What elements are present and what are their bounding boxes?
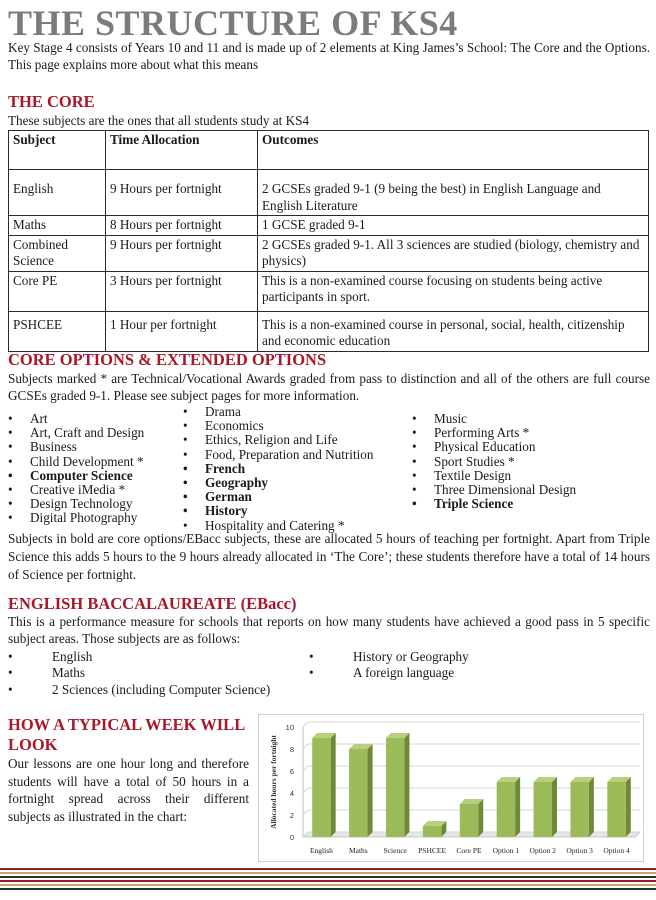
list-item: • 2 Sciences (including Computer Science) — [8, 682, 270, 698]
options-note: Subjects in bold are core options/EBacc subjects, these are allocated 5 hours of teaching per fortnight. Apart from Triple Science this adds 5 hours to the 9 hours already allocated in ‘The Core’; these students therefore have a total of 14 hours of Science per fortnight. — [8, 531, 650, 582]
list-item: • Drama — [183, 405, 373, 419]
chart-y-tick-label: 0 — [289, 833, 294, 842]
list-item: • Ethics, Religion and Life — [183, 433, 373, 447]
table-row — [9, 216, 649, 236]
list-item: • Triple Science — [412, 497, 576, 511]
list-item: • Digital Photography — [8, 511, 144, 525]
list-item: • Economics — [183, 419, 373, 433]
chart-bar-side — [552, 777, 557, 837]
ebacc-text: This is a performance measure for schools that reports on how many students have achieved a good pass in 5 specific subject areas. Those subjects are as follows: — [8, 614, 650, 646]
cell-outcome: This is a non-examined course focusing on students being active participants in sport. — [258, 271, 649, 311]
hours-chart — [258, 714, 644, 862]
list-item: • German — [183, 490, 373, 504]
cell-time: 3 Hours per fortnight — [106, 271, 258, 311]
chart-y-tick-label: 2 — [289, 811, 294, 820]
header-subject: Subject — [9, 131, 106, 170]
list-item: • Hospitality and Catering * — [183, 519, 373, 533]
week-text: Our lessons are one hour long and therefore students will have a total of 50 hours in a fortnight spread across their different subjects as illustrated in the chart: — [8, 756, 249, 824]
ebacc-list-left — [8, 649, 270, 698]
list-item: • History or Geography — [309, 649, 469, 665]
cell-subject: Core PE — [9, 271, 106, 311]
chart-x-tick-label: Option 4 — [603, 846, 630, 855]
list-item: • Business — [8, 440, 144, 454]
ebacc-list-right — [309, 649, 469, 682]
chart-x-tick-label: Core PE — [456, 846, 482, 855]
list-item: • Design Technology — [8, 497, 144, 511]
table-header-row — [9, 131, 649, 170]
chart-bar-side — [404, 733, 409, 837]
table-row — [9, 311, 649, 351]
core-subheading: These subjects are the ones that all students study at KS4 — [8, 113, 310, 128]
header-time: Time Allocation — [106, 131, 258, 170]
table-row — [9, 271, 649, 311]
chart-gridline — [303, 722, 308, 727]
intro-text: Key Stage 4 consists of Years 10 and 11 and is made up of 2 elements at King James’s School: The Core and the Options. This page explains more about what this means — [8, 40, 650, 72]
cell-outcome: 1 GCSE graded 9-1 — [258, 216, 649, 236]
footer-stripes — [0, 868, 656, 890]
chart-x-tick-label: Option 1 — [492, 846, 520, 855]
chart-bar — [312, 738, 330, 837]
list-item: • Geography — [183, 476, 373, 490]
list-item: • Textile Design — [412, 469, 576, 483]
cell-time: 1 Hour per fortnight — [106, 311, 258, 351]
list-item: • Computer Science — [8, 469, 144, 483]
options-column-2 — [183, 405, 373, 533]
list-item: • Maths — [8, 665, 270, 681]
options-column-3 — [412, 412, 576, 511]
options-intro: Subjects marked * are Technical/Vocational Awards graded from pass to distinction and all of the others are full course GCSEs graded 9-1. Please see subject pages for more information. — [8, 371, 650, 403]
list-item: • Sport Studies * — [412, 455, 576, 469]
cell-subject: Maths — [9, 216, 106, 236]
list-item: • Art, Craft and Design — [8, 426, 144, 440]
chart-x-tick-label: PSHCEE — [418, 846, 447, 855]
chart-x-tick-label: English — [309, 846, 333, 855]
list-item: • A foreign language — [309, 665, 469, 681]
week-heading: HOW A TYPICAL WEEK WILL LOOK — [8, 715, 245, 754]
options-column-1 — [8, 412, 144, 526]
chart-bar — [423, 826, 441, 837]
chart-gridline — [303, 766, 308, 771]
list-item: • Art — [8, 412, 144, 426]
header-outcomes: Outcomes — [258, 131, 649, 170]
cell-outcome: 2 GCSEs graded 9-1 (9 being the best) in English Language and English Literature — [258, 170, 649, 216]
list-item: • Physical Education — [412, 440, 576, 454]
chart-bar-side — [478, 799, 483, 837]
chart-bar-side — [589, 777, 594, 837]
table-row — [9, 235, 649, 271]
core-heading: THE CORE — [8, 92, 95, 111]
list-item: • French — [183, 462, 373, 476]
chart-bar-side — [368, 744, 373, 837]
cell-subject: PSHCEE — [9, 311, 106, 351]
cell-outcome: This is a non-examined course in personal, social, health, citizenship and economic education — [258, 311, 649, 351]
chart-y-tick-label: 10 — [285, 723, 294, 732]
options-heading: CORE OPTIONS & EXTENDED OPTIONS — [8, 350, 327, 369]
list-item: • Music — [412, 412, 576, 426]
chart-bar — [607, 782, 625, 837]
cell-subject: Combined Science — [9, 235, 106, 271]
chart-bar — [460, 804, 478, 837]
chart-x-tick-label: Science — [383, 846, 407, 855]
list-item: • Child Development * — [8, 455, 144, 469]
list-item: • Food, Preparation and Nutrition — [183, 448, 373, 462]
cell-time: 8 Hours per fortnight — [106, 216, 258, 236]
chart-y-tick-label: 6 — [289, 767, 294, 776]
chart-bar-side — [515, 777, 520, 837]
ebacc-heading: ENGLISH BACCALAUREATE (EBacc) — [8, 594, 297, 613]
list-item: • Three Dimensional Design — [412, 483, 576, 497]
core-table — [8, 130, 649, 352]
cell-subject: English — [9, 170, 106, 216]
chart-bar — [534, 782, 552, 837]
chart-bar — [349, 749, 367, 837]
chart-bar — [570, 782, 588, 837]
list-item: • Performing Arts * — [412, 426, 576, 440]
chart-y-axis-label: Allocated hours per fortnight — [269, 735, 278, 829]
page-title: THE STRUCTURE OF KS4 — [8, 3, 458, 43]
table-row — [9, 170, 649, 216]
chart-bar-side — [626, 777, 631, 837]
cell-time: 9 Hours per fortnight — [106, 170, 258, 216]
chart-x-tick-label: Maths — [348, 846, 368, 855]
chart-y-tick-label: 8 — [289, 745, 294, 754]
cell-outcome: 2 GCSEs graded 9-1. All 3 sciences are studied (biology, chemistry and physics) — [258, 235, 649, 271]
chart-bar — [497, 782, 515, 837]
chart-y-tick-label: 4 — [289, 789, 294, 798]
cell-time: 9 Hours per fortnight — [106, 235, 258, 271]
list-item: • History — [183, 504, 373, 518]
chart-bar-side — [331, 733, 336, 837]
chart-x-tick-label: Option 3 — [566, 846, 593, 855]
chart-bar — [386, 738, 404, 837]
chart-x-tick-label: Option 2 — [529, 846, 557, 855]
list-item: • English — [8, 649, 270, 665]
list-item: • Creative iMedia * — [8, 483, 144, 497]
chart-gridline — [303, 744, 308, 749]
hours-chart-svg — [259, 715, 645, 863]
chart-gridline — [303, 810, 308, 815]
chart-gridline — [303, 788, 308, 793]
